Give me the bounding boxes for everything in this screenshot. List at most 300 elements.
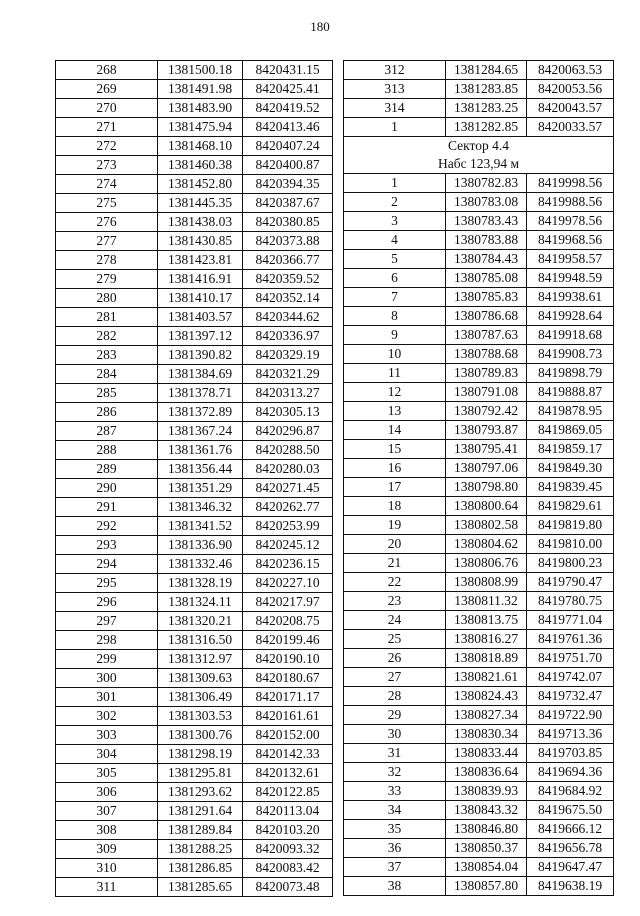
x-coordinate: 1381303.53 [158,707,243,726]
y-coordinate: 8419859.17 [527,440,614,459]
table-row [56,650,333,669]
point-number: 30 [344,725,446,744]
point-number: 292 [56,517,158,536]
y-coordinate: 8420413.46 [243,118,333,137]
point-number: 26 [344,649,446,668]
y-coordinate: 8419742.07 [527,668,614,687]
table-row [344,554,614,573]
point-number: 5 [344,250,446,269]
table-row [56,327,333,346]
table-row [56,707,333,726]
y-coordinate: 8420373.88 [243,232,333,251]
table-row [56,764,333,783]
y-coordinate: 8420352.14 [243,289,333,308]
x-coordinate: 1381328.19 [158,574,243,593]
table-row [56,175,333,194]
point-number: 2 [344,193,446,212]
y-coordinate: 8420122.85 [243,783,333,802]
table-row [56,631,333,650]
point-number: 22 [344,573,446,592]
y-coordinate: 8420288.50 [243,441,333,460]
table-row [56,726,333,745]
point-number: 19 [344,516,446,535]
y-coordinate: 8419938.61 [527,288,614,307]
table-row [56,308,333,327]
y-coordinate: 8419647.47 [527,858,614,877]
x-coordinate: 1381336.90 [158,536,243,555]
point-number: 23 [344,592,446,611]
point-number: 284 [56,365,158,384]
y-coordinate: 8420366.77 [243,251,333,270]
y-coordinate: 8420152.00 [243,726,333,745]
y-coordinate: 8420103.20 [243,821,333,840]
table-row [56,213,333,232]
y-coordinate: 8419790.47 [527,573,614,592]
y-coordinate: 8419761.36 [527,630,614,649]
point-number: 283 [56,346,158,365]
y-coordinate: 8420394.35 [243,175,333,194]
point-number: 27 [344,668,446,687]
table-row [56,365,333,384]
y-coordinate: 8420407.24 [243,137,333,156]
point-number: 36 [344,839,446,858]
table-row [344,630,614,649]
x-coordinate: 1380857.80 [446,877,527,896]
table-row [56,802,333,821]
point-number: 38 [344,877,446,896]
sector-header-row [344,155,614,174]
x-coordinate: 1380798.80 [446,478,527,497]
table-row [344,118,614,137]
point-number: 314 [344,99,446,118]
x-coordinate: 1380846.80 [446,820,527,839]
y-coordinate: 8419829.61 [527,497,614,516]
point-number: 9 [344,326,446,345]
x-coordinate: 1381309.63 [158,669,243,688]
x-coordinate: 1380833.44 [446,744,527,763]
point-number: 307 [56,802,158,821]
table-row [344,535,614,554]
point-number: 18 [344,497,446,516]
table-row [56,422,333,441]
x-coordinate: 1381410.17 [158,289,243,308]
y-coordinate: 8419849.30 [527,459,614,478]
x-coordinate: 1380830.34 [446,725,527,744]
table-row [56,403,333,422]
table-row [344,250,614,269]
x-coordinate: 1380783.88 [446,231,527,250]
y-coordinate: 8419771.04 [527,611,614,630]
y-coordinate: 8420262.77 [243,498,333,517]
y-coordinate: 8419684.92 [527,782,614,801]
y-coordinate: 8419722.90 [527,706,614,725]
y-coordinate: 8420083.42 [243,859,333,878]
table-row [344,839,614,858]
x-coordinate: 1380783.43 [446,212,527,231]
point-number: 6 [344,269,446,288]
x-coordinate: 1381475.94 [158,118,243,137]
point-number: 16 [344,459,446,478]
table-row [344,858,614,877]
point-number: 35 [344,820,446,839]
x-coordinate: 1381282.85 [446,118,527,137]
y-coordinate: 8420329.19 [243,346,333,365]
x-coordinate: 1380792.42 [446,402,527,421]
x-coordinate: 1381283.85 [446,80,527,99]
table-row [56,384,333,403]
y-coordinate: 8420425.41 [243,80,333,99]
table-row [344,269,614,288]
point-number: 3 [344,212,446,231]
table-row [56,232,333,251]
table-row [344,61,614,80]
y-coordinate: 8420344.62 [243,308,333,327]
table-row [344,611,614,630]
y-coordinate: 8420400.87 [243,156,333,175]
table-row [56,156,333,175]
x-coordinate: 1381403.57 [158,308,243,327]
y-coordinate: 8420132.61 [243,764,333,783]
y-coordinate: 8420199.46 [243,631,333,650]
x-coordinate: 1381332.46 [158,555,243,574]
point-number: 302 [56,707,158,726]
point-number: 295 [56,574,158,593]
x-coordinate: 1381430.85 [158,232,243,251]
point-number: 277 [56,232,158,251]
x-coordinate: 1381351.29 [158,479,243,498]
point-number: 12 [344,383,446,402]
table-row [56,441,333,460]
y-coordinate: 8420296.87 [243,422,333,441]
x-coordinate: 1380806.76 [446,554,527,573]
coordinates-table-left [55,60,333,897]
x-coordinate: 1381316.50 [158,631,243,650]
sector-subtitle: Набс 123,94 м [344,155,614,174]
y-coordinate: 8420359.52 [243,270,333,289]
table-row [56,669,333,688]
table-row [56,536,333,555]
y-coordinate: 8420093.32 [243,840,333,859]
point-number: 21 [344,554,446,573]
y-coordinate: 8420113.04 [243,802,333,821]
y-coordinate: 8419898.79 [527,364,614,383]
table-row [344,212,614,231]
x-coordinate: 1381306.49 [158,688,243,707]
table-row [344,706,614,725]
table-row [344,782,614,801]
y-coordinate: 8420253.99 [243,517,333,536]
x-coordinate: 1380827.34 [446,706,527,725]
x-coordinate: 1380785.83 [446,288,527,307]
table-row [344,440,614,459]
table-row [344,497,614,516]
table-row [56,745,333,764]
y-coordinate: 8419968.56 [527,231,614,250]
point-number: 296 [56,593,158,612]
x-coordinate: 1381390.82 [158,346,243,365]
table-row [344,174,614,193]
y-coordinate: 8420073.48 [243,878,333,897]
point-number: 34 [344,801,446,820]
x-coordinate: 1381423.81 [158,251,243,270]
y-coordinate: 8419918.68 [527,326,614,345]
table-row [56,479,333,498]
y-coordinate: 8419703.85 [527,744,614,763]
x-coordinate: 1381452.80 [158,175,243,194]
x-coordinate: 1381312.97 [158,650,243,669]
y-coordinate: 8419878.95 [527,402,614,421]
x-coordinate: 1381284.65 [446,61,527,80]
x-coordinate: 1381288.25 [158,840,243,859]
x-coordinate: 1381298.19 [158,745,243,764]
y-coordinate: 8419675.50 [527,801,614,820]
table-row [56,137,333,156]
y-coordinate: 8420161.61 [243,707,333,726]
x-coordinate: 1380788.68 [446,345,527,364]
table-row [344,649,614,668]
y-coordinate: 8420208.75 [243,612,333,631]
y-coordinate: 8419839.45 [527,478,614,497]
y-coordinate: 8419928.64 [527,307,614,326]
y-coordinate: 8420280.03 [243,460,333,479]
table-row [56,99,333,118]
y-coordinate: 8420431.15 [243,61,333,80]
point-number: 288 [56,441,158,460]
y-coordinate: 8419888.87 [527,383,614,402]
table-row [344,877,614,896]
table-row [344,459,614,478]
table-row [56,783,333,802]
y-coordinate: 8420227.10 [243,574,333,593]
point-number: 293 [56,536,158,555]
table-row [56,194,333,213]
y-coordinate: 8419751.70 [527,649,614,668]
y-coordinate: 8420321.29 [243,365,333,384]
y-coordinate: 8420236.15 [243,555,333,574]
x-coordinate: 1380843.32 [446,801,527,820]
table-row [56,688,333,707]
table-row [56,289,333,308]
x-coordinate: 1380854.04 [446,858,527,877]
x-coordinate: 1381397.12 [158,327,243,346]
y-coordinate: 8419638.19 [527,877,614,896]
x-coordinate: 1381293.62 [158,783,243,802]
point-number: 308 [56,821,158,840]
point-number: 15 [344,440,446,459]
table-row [56,821,333,840]
y-coordinate: 8420190.10 [243,650,333,669]
point-number: 7 [344,288,446,307]
table-row [56,346,333,365]
point-number: 297 [56,612,158,631]
x-coordinate: 1380816.27 [446,630,527,649]
x-coordinate: 1380784.43 [446,250,527,269]
x-coordinate: 1380791.08 [446,383,527,402]
point-number: 289 [56,460,158,479]
x-coordinate: 1381291.64 [158,802,243,821]
x-coordinate: 1380836.64 [446,763,527,782]
page-number: 180 [310,19,330,34]
x-coordinate: 1380789.83 [446,364,527,383]
table-row [56,555,333,574]
point-number: 272 [56,137,158,156]
table-row [344,801,614,820]
x-coordinate: 1381283.25 [446,99,527,118]
x-coordinate: 1380821.61 [446,668,527,687]
point-number: 298 [56,631,158,650]
table-row [56,859,333,878]
x-coordinate: 1380839.93 [446,782,527,801]
y-coordinate: 8419694.36 [527,763,614,782]
point-number: 28 [344,687,446,706]
y-coordinate: 8420217.97 [243,593,333,612]
table-row [344,592,614,611]
point-number: 14 [344,421,446,440]
y-coordinate: 8419958.57 [527,250,614,269]
point-number: 309 [56,840,158,859]
x-coordinate: 1381367.24 [158,422,243,441]
point-number: 25 [344,630,446,649]
table-row [56,80,333,99]
point-number: 294 [56,555,158,574]
table-row [56,517,333,536]
point-number: 285 [56,384,158,403]
y-coordinate: 8419819.80 [527,516,614,535]
table-row [344,288,614,307]
x-coordinate: 1381300.76 [158,726,243,745]
point-number: 269 [56,80,158,99]
y-coordinate: 8420313.27 [243,384,333,403]
x-coordinate: 1380811.32 [446,592,527,611]
table-row [56,61,333,80]
table-row [344,383,614,402]
x-coordinate: 1381341.52 [158,517,243,536]
point-number: 304 [56,745,158,764]
table-row [344,744,614,763]
y-coordinate: 8419666.12 [527,820,614,839]
point-number: 20 [344,535,446,554]
y-coordinate: 8420171.17 [243,688,333,707]
table-row [344,668,614,687]
point-number: 276 [56,213,158,232]
x-coordinate: 1381445.35 [158,194,243,213]
point-number: 268 [56,61,158,80]
x-coordinate: 1380850.37 [446,839,527,858]
point-number: 10 [344,345,446,364]
point-number: 273 [56,156,158,175]
point-number: 278 [56,251,158,270]
table-row [344,516,614,535]
table-row [56,878,333,897]
x-coordinate: 1380783.08 [446,193,527,212]
x-coordinate: 1381356.44 [158,460,243,479]
point-number: 11 [344,364,446,383]
point-number: 274 [56,175,158,194]
point-number: 281 [56,308,158,327]
x-coordinate: 1380782.83 [446,174,527,193]
x-coordinate: 1380824.43 [446,687,527,706]
x-coordinate: 1381285.65 [158,878,243,897]
x-coordinate: 1380785.08 [446,269,527,288]
table-row [344,307,614,326]
x-coordinate: 1380795.41 [446,440,527,459]
x-coordinate: 1381438.03 [158,213,243,232]
x-coordinate: 1380786.68 [446,307,527,326]
x-coordinate: 1381286.85 [158,859,243,878]
table-row [344,364,614,383]
point-number: 33 [344,782,446,801]
point-number: 311 [56,878,158,897]
table-row [344,763,614,782]
table-row [344,820,614,839]
point-number: 286 [56,403,158,422]
y-coordinate: 8419713.36 [527,725,614,744]
y-coordinate: 8420419.52 [243,99,333,118]
point-number: 312 [344,61,446,80]
x-coordinate: 1380804.62 [446,535,527,554]
y-coordinate: 8420380.85 [243,213,333,232]
x-coordinate: 1381491.98 [158,80,243,99]
point-number: 306 [56,783,158,802]
y-coordinate: 8419948.59 [527,269,614,288]
y-coordinate: 8420336.97 [243,327,333,346]
table-row [56,118,333,137]
table-row [56,593,333,612]
point-number: 310 [56,859,158,878]
point-number: 13 [344,402,446,421]
y-coordinate: 8419869.05 [527,421,614,440]
y-coordinate: 8419800.23 [527,554,614,573]
x-coordinate: 1380793.87 [446,421,527,440]
table-row [344,421,614,440]
table-row [344,573,614,592]
x-coordinate: 1381361.76 [158,441,243,460]
x-coordinate: 1381289.84 [158,821,243,840]
point-number: 300 [56,669,158,688]
table-row [344,99,614,118]
table-row [56,460,333,479]
point-number: 29 [344,706,446,725]
y-coordinate: 8420245.12 [243,536,333,555]
x-coordinate: 1381500.18 [158,61,243,80]
table-row [344,725,614,744]
point-number: 271 [56,118,158,137]
table-row [56,612,333,631]
point-number: 301 [56,688,158,707]
x-coordinate: 1381295.81 [158,764,243,783]
table-row [56,270,333,289]
y-coordinate: 8419988.56 [527,193,614,212]
x-coordinate: 1381384.69 [158,365,243,384]
x-coordinate: 1381468.10 [158,137,243,156]
y-coordinate: 8419780.75 [527,592,614,611]
sector-title: Сектор 4.4 [344,137,614,156]
table-row [56,840,333,859]
y-coordinate: 8419978.56 [527,212,614,231]
y-coordinate: 8420043.57 [527,99,614,118]
y-coordinate: 8420180.67 [243,669,333,688]
x-coordinate: 1381324.11 [158,593,243,612]
x-coordinate: 1380802.58 [446,516,527,535]
y-coordinate: 8420063.53 [527,61,614,80]
point-number: 1 [344,174,446,193]
x-coordinate: 1381346.32 [158,498,243,517]
point-number: 17 [344,478,446,497]
y-coordinate: 8419656.78 [527,839,614,858]
point-number: 303 [56,726,158,745]
x-coordinate: 1380800.64 [446,497,527,516]
x-coordinate: 1381320.21 [158,612,243,631]
